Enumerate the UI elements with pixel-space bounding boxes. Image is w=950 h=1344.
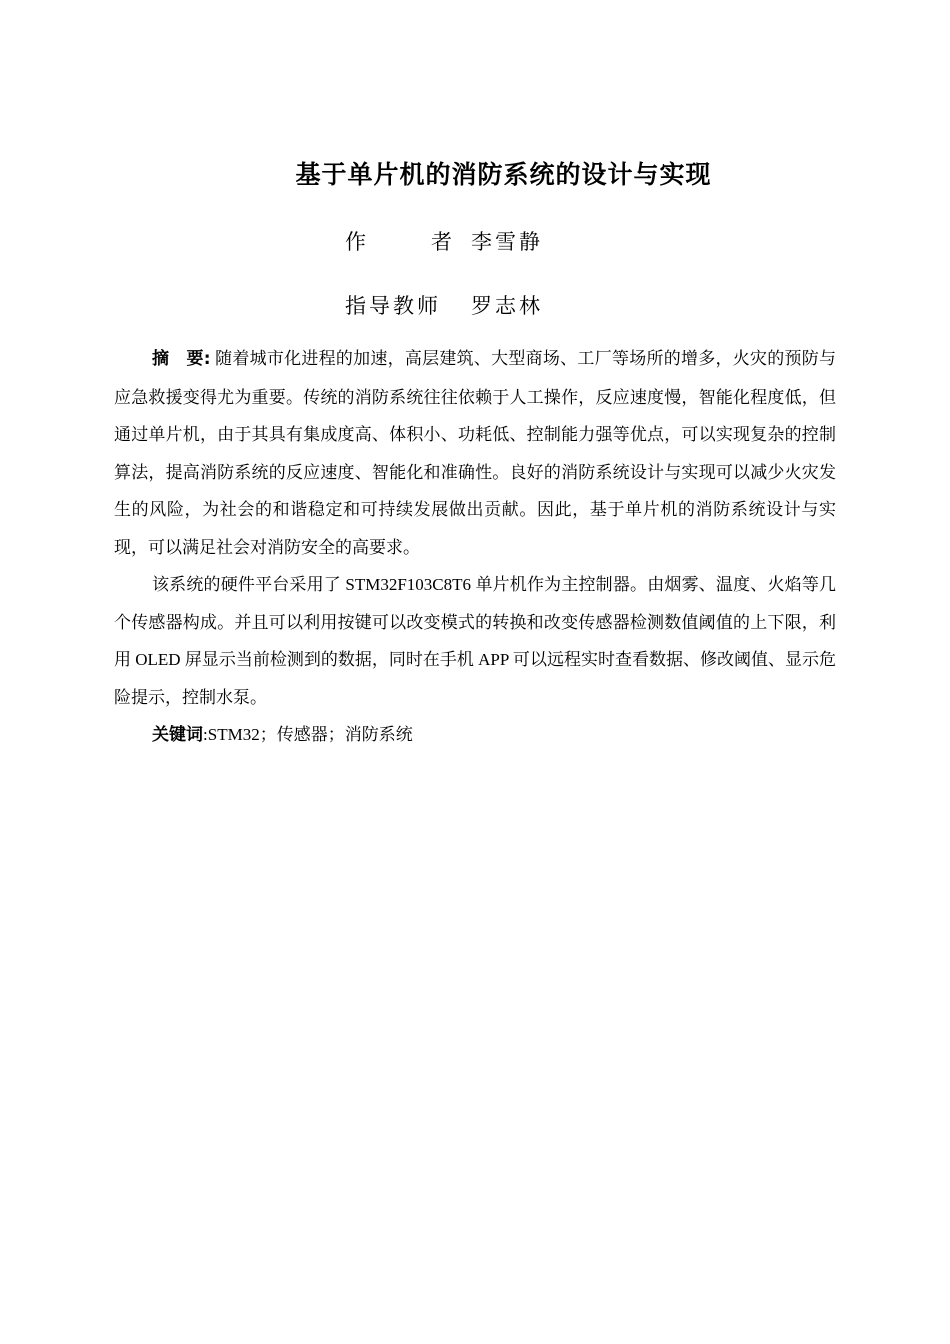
keywords-line [114,716,836,755]
author-label-char-1: 作 [345,230,366,254]
author-label [345,227,463,257]
abstract-paragraph-2: 该系统的硬件平台采用了 STM32F103C8T6 单片机作为主控制器。由烟雾、温度、火焰等几个传感器构成。并且可以利用按键可以改变模式的转换和改变传感器检测数值阈值的上下限，利用 OLED 屏显示当前检测到的数据，同时在手机 APP 可以远程实时查看数据、修改阈值、显示危险提示，控制水泵。 [114,575,836,707]
advisor-label: 指导教师 [345,294,441,318]
author-label-char-2: 者 [431,230,452,254]
author-line [345,227,543,257]
abstract-text-1: 随着城市化进程的加速，高层建筑、大型商场、工厂等场所的增多，火灾的预防与应急救援变得尤为重要。传统的消防系统往往依赖于人工操作，反应速度慢，智能化程度低，但通过单片机，由于其具有集成度高、体积小、功耗低、控制能力强等优点，可以实现复杂的控制算法，提高消防系统的反应速度、智能化和准确性。良好的消防系统设计与实现可以减少火灾发生的风险，为社会的和谐稳定和可持续发展做出贡献。因此，基于单片机的消防系统设计与实现，可以满足社会对消防安全的高要求。 [114,349,836,557]
advisor-line [345,291,543,321]
abstract-label: 摘 要 [152,349,204,369]
keywords-text: STM32；传感器；消防系统 [207,725,413,744]
advisor-name: 罗志林 [471,294,543,318]
abstract-colon: : [203,349,211,369]
document-title: 基于单片机的消防系统的设计与实现 [295,160,712,189]
abstract-body [114,340,836,755]
abstract-paragraph-1 [114,340,836,566]
keywords-colon: : [203,725,208,744]
keywords-label: 关键词 [152,725,203,745]
author-name: 李雪静 [471,230,543,254]
